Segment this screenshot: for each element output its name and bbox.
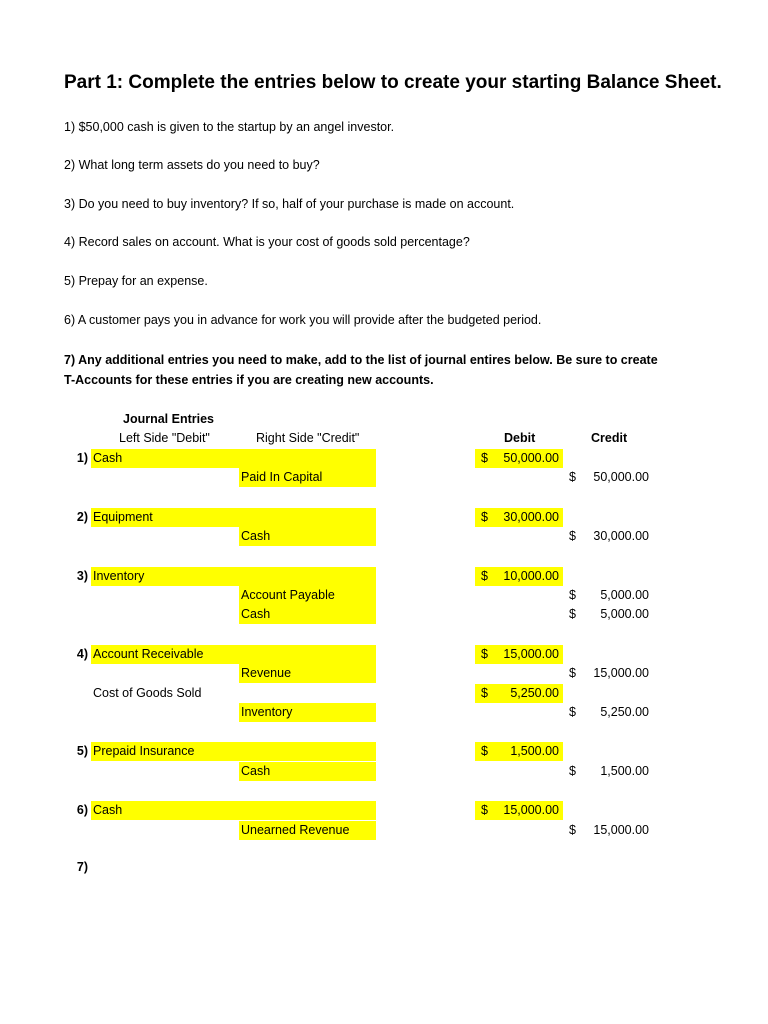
credit-account-cell[interactable] <box>239 742 376 761</box>
currency-symbol: $ <box>569 588 576 602</box>
instruction-7-line-2: T-Accounts for these entries if you are creating new accounts. <box>64 373 434 387</box>
credit-amount: 5,000.00 <box>600 588 649 602</box>
page-title: Part 1: Complete the entries below to create your starting Balance Sheet. <box>64 72 722 93</box>
journal-entries-header: Journal Entries <box>123 412 214 426</box>
debit-account-cell[interactable]: Account Receivable <box>91 645 240 664</box>
entry-number: 3) <box>76 568 88 583</box>
credit-account-cell[interactable] <box>239 449 376 468</box>
credit-account-cell[interactable]: Cash <box>239 527 376 546</box>
credit-amount-cell[interactable] <box>565 527 653 546</box>
currency-symbol: $ <box>481 803 488 818</box>
credit-account-cell[interactable]: Cash <box>239 605 376 624</box>
currency-symbol: $ <box>569 666 576 681</box>
instruction-1: 1) $50,000 cash is given to the startup by an angel investor. <box>64 120 395 134</box>
debit-account-cell[interactable]: Cost of Goods Sold <box>93 685 202 700</box>
instruction-3: 3) Do you need to buy inventory? If so, half of your purchase is made on account. <box>64 197 515 211</box>
credit-amount: 50,000.00 <box>593 470 649 485</box>
currency-symbol: $ <box>569 763 576 778</box>
currency-symbol: $ <box>481 744 488 759</box>
credit-amount: 15,000.00 <box>593 822 649 837</box>
currency-symbol: $ <box>569 705 576 719</box>
currency-symbol: $ <box>481 646 488 661</box>
credit-header: Credit <box>591 431 628 445</box>
credit-account-cell[interactable]: Cash <box>239 762 376 781</box>
entry-number: 2) <box>76 509 88 524</box>
debit-account-cell[interactable]: Cash <box>91 449 240 468</box>
credit-amount: 1,500.00 <box>600 763 649 778</box>
entry-number: 1) <box>76 451 88 465</box>
debit-amount-cell[interactable] <box>475 508 563 527</box>
credit-amount: 5,250.00 <box>600 705 649 719</box>
debit-amount-cell[interactable] <box>475 801 563 820</box>
debit-amount-cell[interactable] <box>475 684 563 703</box>
credit-amount-cell[interactable] <box>565 821 653 840</box>
entry-number-7: 7) <box>76 860 88 874</box>
credit-amount-cell[interactable] <box>565 762 653 781</box>
currency-symbol: $ <box>481 685 488 700</box>
debit-amount: 30,000.00 <box>503 509 559 524</box>
currency-symbol: $ <box>481 451 488 465</box>
debit-account-cell[interactable]: Prepaid Insurance <box>91 742 240 761</box>
debit-amount: 15,000.00 <box>503 803 559 818</box>
entry-number: 5) <box>76 744 88 759</box>
debit-amount: 50,000.00 <box>503 451 559 465</box>
credit-account-cell[interactable]: Paid In Capital <box>239 468 376 487</box>
credit-amount-cell[interactable] <box>565 605 653 624</box>
debit-account-cell[interactable]: Equipment <box>91 508 240 527</box>
currency-symbol: $ <box>569 529 576 544</box>
right-side-header: Right Side "Credit" <box>256 431 360 445</box>
entry-number: 6) <box>76 803 88 818</box>
credit-account-cell[interactable] <box>239 508 376 527</box>
debit-account-cell[interactable]: Cash <box>91 801 240 820</box>
credit-account-cell[interactable] <box>239 645 376 664</box>
debit-amount-cell[interactable] <box>475 567 563 586</box>
instruction-7 <box>64 350 658 390</box>
currency-symbol: $ <box>569 822 576 837</box>
credit-account-cell[interactable] <box>239 801 376 820</box>
credit-account-cell[interactable]: Inventory <box>239 703 376 722</box>
instruction-5: 5) Prepay for an expense. <box>64 274 208 288</box>
credit-amount: 5,000.00 <box>600 607 649 622</box>
debit-amount: 15,000.00 <box>503 646 559 661</box>
entry-number: 4) <box>76 646 88 661</box>
credit-amount: 15,000.00 <box>593 666 649 681</box>
currency-symbol: $ <box>481 509 488 524</box>
credit-amount-cell[interactable] <box>565 703 653 722</box>
debit-account-cell[interactable]: Inventory <box>91 567 240 586</box>
debit-amount-cell[interactable] <box>475 449 563 468</box>
credit-amount-cell[interactable] <box>565 586 653 605</box>
credit-account-cell[interactable]: Account Payable <box>239 586 376 605</box>
left-side-header: Left Side "Debit" <box>119 431 210 445</box>
debit-amount-cell[interactable] <box>475 645 563 664</box>
debit-amount: 5,250.00 <box>510 685 559 700</box>
credit-account-cell[interactable] <box>239 567 376 586</box>
credit-account-cell[interactable]: Unearned Revenue <box>239 821 376 840</box>
credit-account-cell[interactable]: Revenue <box>239 664 376 683</box>
currency-symbol: $ <box>569 470 576 485</box>
credit-amount-cell[interactable] <box>565 468 653 487</box>
instruction-6: 6) A customer pays you in advance for work you will provide after the budgeted period. <box>64 313 542 327</box>
currency-symbol: $ <box>481 568 488 583</box>
debit-amount: 1,500.00 <box>510 744 559 759</box>
instruction-2: 2) What long term assets do you need to buy? <box>64 158 320 172</box>
instruction-4: 4) Record sales on account. What is your cost of goods sold percentage? <box>64 235 470 249</box>
credit-amount: 30,000.00 <box>593 529 649 544</box>
credit-amount-cell[interactable] <box>565 664 653 683</box>
debit-amount: 10,000.00 <box>503 568 559 583</box>
debit-header: Debit <box>504 431 536 445</box>
currency-symbol: $ <box>569 607 576 622</box>
debit-amount-cell[interactable] <box>475 742 563 761</box>
instruction-7-line-1: 7) Any additional entries you need to make, add to the list of journal entires below. Be sure to create <box>64 353 658 367</box>
